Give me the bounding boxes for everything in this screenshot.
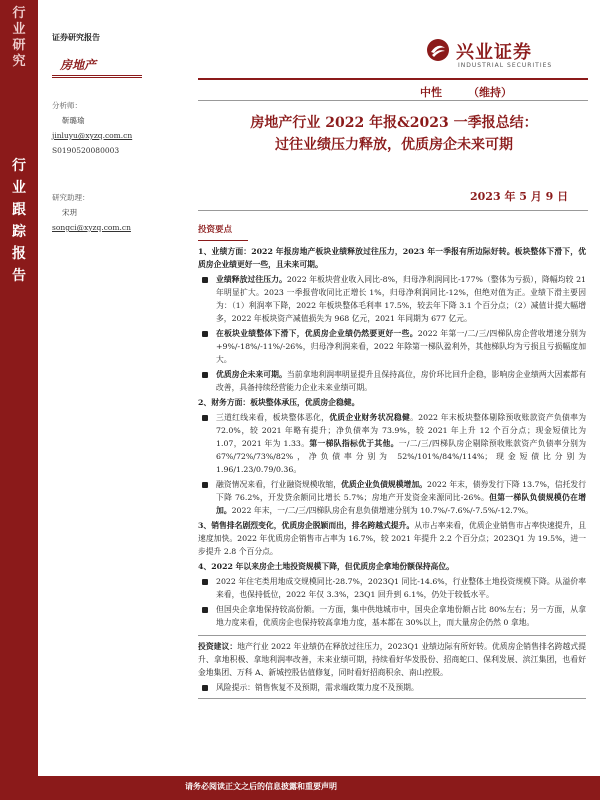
bullet-1 (198, 273, 586, 325)
analyst-name: 靳璐瑜 (62, 116, 85, 125)
bullet-7 (198, 603, 586, 629)
logo-mark-icon (426, 38, 450, 62)
point-3-bold: 3、销售排名剧烈变化，优质房企脱颖而出，排名跨越式提升。 (198, 521, 415, 530)
bullet-3-bold: 优质房企未来可期。 (216, 370, 287, 379)
analyst-cert: S0190520080003 (52, 146, 120, 155)
assistant-name: 宋玥 (62, 208, 77, 217)
logo-name-en: INDUSTRIAL SECURITIES (458, 62, 553, 69)
sector-name: 房地产 (60, 58, 97, 72)
bullet-6-text: 2022 年住宅类用地成交规模同比-28.7%，2023Q1 同比-14.6%，行业整体土地投资规模下降。从溢价率来看，也保持低位，2022 年仅 3.3%，23Q1 回升到 6.1%，仍处于较低水平。 (216, 577, 586, 599)
bullet-3 (198, 368, 586, 394)
sidebar-top-text: 行业研究 (12, 6, 26, 69)
bullet-4-bold-c: 第一梯队指标优于其他。 (309, 439, 399, 448)
investment-divider (198, 635, 586, 636)
assistant-role: 研究助理： (52, 193, 90, 202)
rating-rule (198, 100, 588, 101)
report-type: 证券研究报告 (52, 32, 100, 42)
investment-advice (198, 640, 586, 679)
bullet-5-text-b: 2022 年末，债券发行下降 13.7%，信托发行下降 76.2%，开发贷余额同比增长 5.7%；房地产开发资金来源同比-26%。 (216, 480, 587, 502)
bullet-1-bold: 业绩释放过往压力。 (216, 275, 287, 284)
date-rule (198, 210, 588, 211)
bullet-1-text: 2022 年板块营业收入同比-8%，归母净利润同比-177%（整体为亏损），降幅均较 21 年明显扩大。2023 一季报营收同比正增长 1%，归母净利润同比-12%，但绝对值为正。业绩下滑主要因为：（1）利润率下降，2022 年板块整体毛利率 17.5%，较去年下降 3.1 个百分点；（2）减值计提大幅增多，2022 年板块资产减值损失为 968 亿元，2021 年同期为 677 亿元。 (216, 275, 587, 323)
title-line-1: 房地产行业 2022 年报&2023 一季报总结： (250, 115, 538, 131)
bullet-5-text-c: 2022 年末，一/二/三/四梯队房企有息负债增速分别为 10.7%/-7.6%/-7.5%/-12.7%。 (231, 506, 533, 515)
bullet-5-bold-c: 但第一梯队负债规模仍在增加。 (216, 493, 587, 515)
bullet-3-text: 当前拿地利润率明显提升且保持高位，房价环比回升企稳，影响房企业绩两大因素都有改善，具备持续经营能力企业未来业绩可期。 (216, 370, 587, 392)
bullet-icon (202, 415, 208, 421)
bullet-icon (202, 277, 208, 283)
bullet-5-bold: 优质企业负债规模增加。 (341, 480, 427, 489)
header-rule (198, 78, 588, 80)
bullet-6 (198, 575, 586, 601)
bullet-2-bold: 在板块业绩整体下滑下，优质房企业绩仍然要更好一些。 (216, 329, 418, 338)
sidebar-top (0, 0, 38, 70)
bullet-2-text: 2022 年第一/二/三/四梯队房企营收增速分别为+9%/-18%/-11%/-26%，归母净利润来看，2022 年除第一梯队盈利外，其他梯队均为亏损且亏损幅度加大。 (216, 329, 587, 364)
section-title: 投资要点 (198, 225, 233, 235)
bullet-4 (198, 411, 586, 476)
sector-divider-2 (52, 77, 142, 78)
logo-name-cn: 兴业证券 (456, 42, 532, 63)
sector-divider (52, 75, 142, 76)
analyst-block-2 (52, 190, 131, 235)
risk-text: 风险提示：销售恢复不及预期，需求端政策力度不及预期。 (216, 683, 419, 692)
point-4: 4、2022 年以来房企土地投资规模下降，但优质房企拿地份额保持高位。 (198, 562, 454, 571)
bullet-5-text: 融资情况来看，行业融资规模收缩， (216, 480, 342, 489)
bullet-7-text: 但国央企拿地保持较高份额。一方面，集中供地城市中，国央企拿地份额占比 80%左右；另一方面，从拿地力度来看，优质房企也保持较高拿地力度，基本都在 30%以上，而大量房企仍然 0 拿地。 (216, 605, 586, 627)
rating-action: （维持） (468, 86, 512, 99)
analyst-email[interactable]: jinluyu@xyzq.com.cn (52, 131, 133, 140)
bullet-4-text-b: 。2022 年末板块整体剔除预收账款资产负债率为 72.0%，较 2021 年略有提升；净负债率为 73.9%，较 2021 年上升 12 个百分点；现金短债比为 1.07，2021 年为 1.33。 (216, 413, 587, 448)
bullet-icon (202, 482, 208, 488)
bullet-icon (202, 607, 208, 613)
bullet-icon (202, 685, 208, 691)
point-3 (198, 519, 586, 558)
sidebar-mid-text: 行业跟踪报告 (12, 158, 26, 284)
point-1: 1、业绩方面：2022 年报房地产板块业绩释放过往压力，2023 年一季报有所边际好转。板块整体下滑下，优质房企业绩更好一些，且未来可期。 (198, 247, 586, 269)
title-line-2: 过往业绩压力释放，优质房企未来可期 (275, 137, 513, 153)
bullet-icon (202, 372, 208, 378)
point-3-text: 从市占率来看，优质企业销售市占率快速提升，且速度加快。2022 年优质房企销售市占率为 16.7%，较 2021 年提升 2.2 个百分点；2023Q1 为 19.5%，进一步提升 2.8 个百分点。 (198, 521, 586, 556)
risk-divider (198, 698, 586, 699)
bullet-4-text-c: 一/二/三/四梯队房企剔除预收账款资产负债率分别为 67%/72%/73%/82%，净负债率分别为 52%/101%/84%/114%；现金短债比分别为 1.96/1.23/0.79/0.36。 (216, 439, 586, 474)
bullet-4-bold: 优质企业财务状况稳健 (329, 413, 411, 422)
investment-label: 投资建议： (198, 642, 238, 651)
investment-text: 地产行业 2022 年业绩仍在释放过往压力，2023Q1 业绩边际有所好转。优质房企销售排名跨越式提升、拿地积极、拿地利润率改善，未来业绩可期，持续看好华发股份、招商蛇口、保利发展、滨江集团，也看好金地集团、万科 A、新城控股估值修复，同时看好招商积余、南山控股。 (198, 642, 586, 677)
assistant-email[interactable]: songci@xyzq.com.cn (52, 223, 131, 232)
company-logo (426, 36, 586, 76)
sidebar-mid (0, 155, 38, 287)
sidebar (0, 0, 38, 800)
point-2: 2、财务方面：板块整体承压，优质房企稳健。 (198, 398, 360, 407)
bullet-icon (202, 579, 208, 585)
risk-warning (198, 681, 586, 694)
bullet-5 (198, 478, 586, 517)
main-content (198, 224, 586, 699)
report-title (196, 112, 592, 156)
footer-disclaimer: 请务必阅读正文之后的信息披露和重要声明 (185, 781, 337, 791)
footer (0, 776, 600, 800)
bullet-2 (198, 327, 586, 366)
bullet-4-text: 三道红线来看，板块整体恶化， (216, 413, 330, 422)
rating: 中性 (420, 86, 442, 99)
report-date: 2023 年 5 月 9 日 (470, 190, 569, 203)
bullet-icon (202, 331, 208, 337)
analyst-block-1 (52, 98, 132, 158)
analyst-role: 分析师： (52, 101, 82, 110)
section-underline (198, 240, 248, 241)
